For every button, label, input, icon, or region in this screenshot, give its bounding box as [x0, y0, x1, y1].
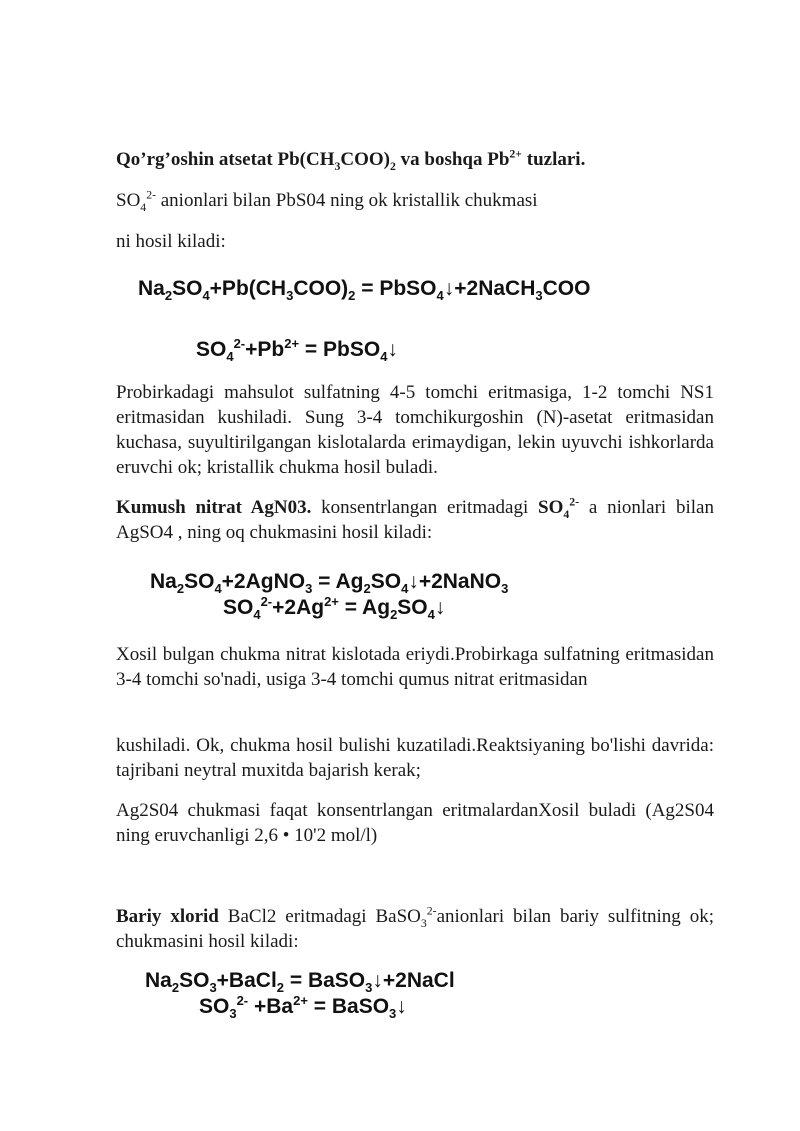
paragraph: kushiladi. Ok, chukma hosil bulishi kuzatiladi.Reaktsiyaning bo'lishi davrida: tajribani neytral muxitda bajarish kerak;	[116, 735, 714, 781]
section-heading-lead-acetate: Qo’rg’oshin atsetat $Pb(CH_3COO)_2$ va boshqa $Pb^{2+}$ tuzlari.	[116, 147, 586, 173]
paragraph: Probirkadagi mahsulot sulfatning 4-5 tomchi eritmasiga, 1-2 tomchi NS1 eritmasidan kushiladi. Sung 3-4 tomchikurgoshin (N)-asetat eritmasidan kuchasa, suyultirilgangan kislotalarda erimaydigan, lekin uyuvchi ishkorlarda eruvchi ok; kristallik chukma hosil buladi.	[116, 382, 714, 478]
ionic-equation: $SO_4^{2-}+Pb^{2+}$ = PbSO$_4$↓	[196, 336, 398, 364]
paragraph: Xosil bulgan chukma nitrat kislotada eriydi.Probirkaga sulfatning eritmasidan 3-4 tomchi so'nadi, usiga 3-4 tomchi qumus nitrat eritmasidan	[116, 644, 714, 690]
chemical-equation: $Na_2SO_4+Pb(CH_3COO)_2$ = PbSO$_4$↓+2NaCH$_3$COO	[138, 277, 591, 303]
section-intro-barium-chloride: Bariy xlorid BaCl2 eritmadagi BaSO$_3^{2-}$anionlari bilan bariy sulfitning ok; chukmasini hosil kiladi:	[116, 904, 714, 952]
section-intro-silver-nitrate: Kumush nitrat AgN03. konsentrlangan eritmadagi $SO_4^{2-}$ a nionlari bilan AgSO4 , ning oq chukmasini hosil kiladi:	[116, 495, 714, 543]
ionic-equation: $SO_3^{2-} +Ba^{2+}$ = BaSO$_3$↓	[199, 993, 407, 1021]
chemical-equation: $Na_2SO_3+BaCl_2$ = BaSO$_3$↓+2NaCl	[145, 969, 455, 995]
ionic-equation: $SO_4^{2-}+2Ag^{2+}$ = $Ag_2SO_4↓$	[223, 594, 446, 622]
text-line: ni hosil kiladi:	[116, 231, 226, 252]
paragraph: Ag2S04 chukmasi faqat konsentrlangan eritmalardanXosil buladi (Ag2S04 ning eruvchanligi 2,6 • 10'2 mol/l)	[116, 800, 714, 846]
chemical-equation: $Na_2SO_4+2AgNO_3$ = $Ag_2SO_4↓+2NaNO_3$	[150, 570, 509, 596]
text-line: $SO_4^{2-}$ anionlari bilan PbS04 ning ok kristallik chukmasi	[116, 188, 538, 214]
